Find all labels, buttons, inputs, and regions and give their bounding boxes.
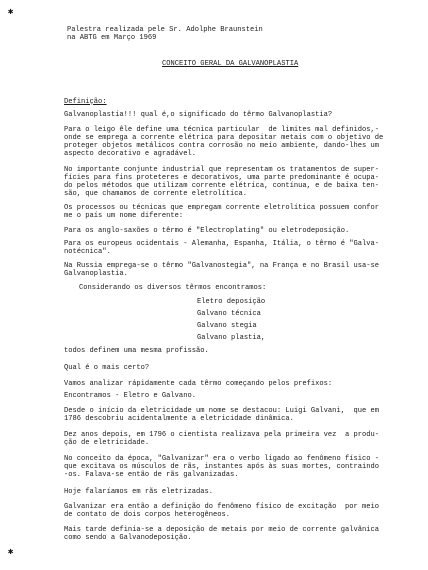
paragraph-line: como sendo a Galvanodeposição. bbox=[64, 534, 192, 542]
document-title: CONCEITO GERAL DA GALVANOPLASTIA bbox=[162, 60, 299, 68]
paragraph-line: de contato de dois corpos heterogêneos. bbox=[64, 511, 231, 519]
section-heading: Definição: bbox=[64, 98, 107, 106]
paragraph-line: Mais tarde definia-se a deposição de metais por meio de corrente galvânica bbox=[64, 526, 380, 534]
paragraph-line: Galvanizar era então a definição do fenômeno físico de excitação por meio bbox=[64, 503, 380, 511]
paragraph-line: fícies para fins proteteres e decorativos, uma parte predominante é ocupa- bbox=[64, 174, 380, 182]
paragraph-line: Hoje falaríamos em rãs eletrizadas. bbox=[64, 488, 213, 496]
paragraph-line: Para os anglo-saxões o têrmo é "Electroplating" ou eletrodeposição. bbox=[64, 227, 350, 235]
term-item: Galvano plastia, bbox=[197, 334, 266, 342]
paragraph-line: Para o leigo êle define uma técnica particular de limites mal definidos,- bbox=[64, 126, 380, 134]
paragraph-line: No importante conjunte industrial que representam os tratamentos de super- bbox=[64, 166, 380, 174]
paragraph-line: que excitava os músculos de rãs, instantes após às suas mortes, contraindo bbox=[64, 463, 380, 471]
paragraph-line: onde se emprega a corrente elétrica para depositar metais com o objetivo de bbox=[64, 134, 384, 142]
term-item: Galvano técnica bbox=[197, 310, 261, 318]
paragraph-line: aspecto decorativo e agradável. bbox=[64, 150, 196, 158]
paragraph-line: Desde o início da eletricidade um nome se destacou: Luigi Galvani, que em bbox=[64, 407, 380, 415]
header-line: Palestra realizada pele Sr. Adolphe Braunstein bbox=[67, 26, 263, 34]
binding-mark-icon: ✱ bbox=[8, 7, 14, 17]
paragraph-line: Na Russia emprega-se o têrmo "Galvanostegia", na França e no Brasil usa-se bbox=[64, 262, 380, 270]
paragraph-line: Galvanoplastia!!! qual é,o significado do têrmo Galvanoplastia? bbox=[64, 111, 333, 119]
paragraph-line: todos definem uma mesma profissão. bbox=[64, 347, 209, 355]
paragraph-line: Galvanoplastia. bbox=[64, 270, 128, 278]
paragraph-line: Encontramos - Eletro e Galvano. bbox=[64, 392, 196, 400]
paragraph-line: me o país um nome diferente: bbox=[64, 212, 184, 220]
paragraph-line: 1786 descobriu acidentalmente a eletricidade dinâmica. bbox=[64, 415, 294, 423]
paragraph-line: Vamos analizar rápidamente cada têrmo começando pelos prefixos: bbox=[64, 380, 333, 388]
header-line: na ABTG em Março 1969 bbox=[67, 34, 157, 42]
term-item: Eletro deposição bbox=[197, 298, 266, 306]
paragraph-line: notécnica". bbox=[64, 248, 111, 256]
paragraph-line: No conceito da época, "Galvanizar" era o verbo ligado ao fenômeno físico - bbox=[64, 455, 380, 463]
paragraph-line: Para os europeus ocidentais - Alemanha, Espanha, Itália, o têrmo é "Galva- bbox=[64, 240, 380, 248]
paragraph-line: Dez anos depois, em 1796 o cientista realizava pela primeira vez a produ- bbox=[64, 431, 380, 439]
paragraph-line: proteger objetos metálicos contra corrosão no meio ambiente, dando-lhes um bbox=[64, 142, 380, 150]
paragraph-line: são, que chamamos de corrente eletrolítica. bbox=[64, 190, 248, 198]
paragraph-line: Qual é o mais certo? bbox=[64, 364, 150, 372]
term-item: Galvano stegia bbox=[197, 322, 257, 330]
paragraph-line: -os. Falava-se então de rãs galvanizadas. bbox=[64, 471, 239, 479]
paragraph-line: Os processos ou técnicas que empregam corrente eletrolítica possuem confor bbox=[64, 204, 380, 212]
paragraph-line: ção de eletricidade. bbox=[64, 439, 150, 447]
paragraph-line: do pelos métodos que utilizam corrente elétrica, contínua, e de baixa ten- bbox=[64, 182, 380, 190]
paragraph-line: Considerando os diversos têrmos encontramos: bbox=[79, 284, 267, 292]
binding-mark-icon: ✱ bbox=[8, 547, 14, 557]
